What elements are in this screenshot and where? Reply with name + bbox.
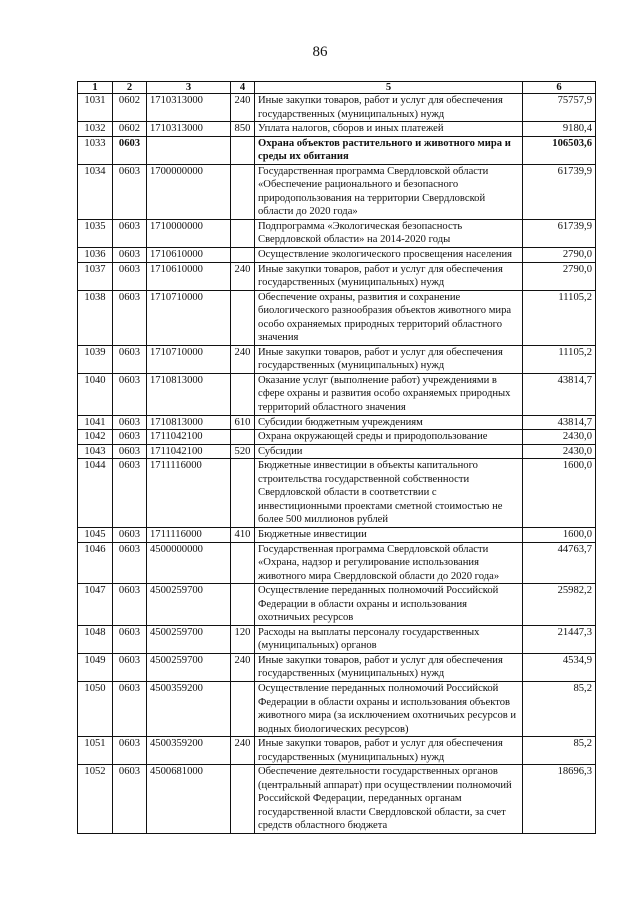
target-article-cell: 1711042100 xyxy=(147,444,231,459)
row-number-cell: 1050 xyxy=(78,681,113,736)
item-name-cell: Обеспечение охраны, развития и сохранение биологического разнообразия объектов животного мира особо охраняемых природных территорий областного значения xyxy=(255,290,523,345)
section-code-cell: 0603 xyxy=(113,248,147,263)
target-article-cell: 4500259700 xyxy=(147,653,231,681)
section-code-cell: 0603 xyxy=(113,262,147,290)
item-name-cell: Охрана окружающей среды и природопользование xyxy=(255,430,523,445)
amount-cell: 43814,7 xyxy=(523,415,596,430)
expense-type-cell: 120 xyxy=(231,625,255,653)
row-number-cell: 1047 xyxy=(78,584,113,626)
target-article-cell: 1710000000 xyxy=(147,219,231,247)
item-name-cell: Субсидии бюджетным учреждениям xyxy=(255,415,523,430)
row-number-cell: 1051 xyxy=(78,737,113,765)
target-article-cell: 1710313000 xyxy=(147,94,231,122)
row-number-cell: 1037 xyxy=(78,262,113,290)
amount-cell: 18696,3 xyxy=(523,765,596,834)
expense-type-cell: 610 xyxy=(231,415,255,430)
expense-type-cell xyxy=(231,290,255,345)
table-row xyxy=(78,681,596,736)
target-article-cell: 1700000000 xyxy=(147,164,231,219)
amount-cell: 85,2 xyxy=(523,681,596,736)
section-code-cell: 0603 xyxy=(113,542,147,584)
expense-type-cell xyxy=(231,248,255,263)
table-row xyxy=(78,290,596,345)
table-row xyxy=(78,373,596,415)
expense-type-cell xyxy=(231,219,255,247)
section-code-cell: 0603 xyxy=(113,345,147,373)
section-code-cell: 0603 xyxy=(113,584,147,626)
target-article-cell: 1710710000 xyxy=(147,345,231,373)
item-name-cell: Уплата налогов, сборов и иных платежей xyxy=(255,122,523,137)
header-col-6: 6 xyxy=(523,82,596,94)
amount-cell: 61739,9 xyxy=(523,219,596,247)
table-row xyxy=(78,345,596,373)
row-number-cell: 1032 xyxy=(78,122,113,137)
amount-cell: 44763,7 xyxy=(523,542,596,584)
target-article-cell: 4500359200 xyxy=(147,681,231,736)
item-name-cell: Осуществление переданных полномочий Российской Федерации в области охраны и использования охотничьих ресурсов xyxy=(255,584,523,626)
row-number-cell: 1042 xyxy=(78,430,113,445)
amount-cell: 2790,0 xyxy=(523,248,596,263)
row-number-cell: 1043 xyxy=(78,444,113,459)
table-row xyxy=(78,765,596,834)
row-number-cell: 1040 xyxy=(78,373,113,415)
amount-cell: 1600,0 xyxy=(523,459,596,528)
target-article-cell: 4500259700 xyxy=(147,625,231,653)
item-name-cell: Оказание услуг (выполнение работ) учреждениями в сфере охраны и развития особо охраняемых природных территорий областного значения xyxy=(255,373,523,415)
target-article-cell: 1711116000 xyxy=(147,459,231,528)
target-article-cell: 4500259700 xyxy=(147,584,231,626)
row-number-cell: 1034 xyxy=(78,164,113,219)
item-name-cell: Осуществление переданных полномочий Российской Федерации в области охраны и использования объектов животного мира (за исключением охотничьих ресурсов и водных биологических ресурсов) xyxy=(255,681,523,736)
row-number-cell: 1038 xyxy=(78,290,113,345)
section-code-cell: 0603 xyxy=(113,290,147,345)
item-name-cell: Субсидии xyxy=(255,444,523,459)
table-row xyxy=(78,584,596,626)
item-name-cell: Иные закупки товаров, работ и услуг для обеспечения государственных (муниципальных) нужд xyxy=(255,737,523,765)
table-row xyxy=(78,527,596,542)
row-number-cell: 1041 xyxy=(78,415,113,430)
section-code-cell: 0603 xyxy=(113,164,147,219)
table-row xyxy=(78,459,596,528)
budget-table xyxy=(77,81,596,834)
table-row xyxy=(78,625,596,653)
amount-cell: 75757,9 xyxy=(523,94,596,122)
expense-type-cell xyxy=(231,542,255,584)
target-article-cell: 1710710000 xyxy=(147,290,231,345)
target-article-cell: 4500359200 xyxy=(147,737,231,765)
item-name-cell: Охрана объектов растительного и животного мира и среды их обитания xyxy=(255,136,523,164)
section-code-cell: 0602 xyxy=(113,94,147,122)
amount-cell: 2430,0 xyxy=(523,430,596,445)
amount-cell: 2790,0 xyxy=(523,262,596,290)
amount-cell: 1600,0 xyxy=(523,527,596,542)
row-number-cell: 1039 xyxy=(78,345,113,373)
section-code-cell: 0603 xyxy=(113,136,147,164)
amount-cell: 11105,2 xyxy=(523,290,596,345)
row-number-cell: 1046 xyxy=(78,542,113,584)
row-number-cell: 1033 xyxy=(78,136,113,164)
table-row xyxy=(78,164,596,219)
target-article-cell: 1710610000 xyxy=(147,248,231,263)
table-row xyxy=(78,262,596,290)
row-number-cell: 1048 xyxy=(78,625,113,653)
item-name-cell: Иные закупки товаров, работ и услуг для обеспечения государственных (муниципальных) нужд xyxy=(255,262,523,290)
expense-type-cell: 520 xyxy=(231,444,255,459)
expense-type-cell: 240 xyxy=(231,737,255,765)
section-code-cell: 0603 xyxy=(113,444,147,459)
amount-cell: 106503,6 xyxy=(523,136,596,164)
target-article-cell: 1711042100 xyxy=(147,430,231,445)
amount-cell: 61739,9 xyxy=(523,164,596,219)
expense-type-cell xyxy=(231,765,255,834)
amount-cell: 25982,2 xyxy=(523,584,596,626)
expense-type-cell xyxy=(231,373,255,415)
expense-type-cell: 240 xyxy=(231,345,255,373)
section-code-cell: 0603 xyxy=(113,430,147,445)
amount-cell: 9180,4 xyxy=(523,122,596,137)
target-article-cell: 1711116000 xyxy=(147,527,231,542)
expense-type-cell: 240 xyxy=(231,653,255,681)
expense-type-cell xyxy=(231,136,255,164)
row-number-cell: 1036 xyxy=(78,248,113,263)
row-number-cell: 1044 xyxy=(78,459,113,528)
target-article-cell: 1710313000 xyxy=(147,122,231,137)
section-code-cell: 0603 xyxy=(113,737,147,765)
row-number-cell: 1045 xyxy=(78,527,113,542)
item-name-cell: Обеспечение деятельности государственных органов (центральный аппарат) при осуществлении полномочий Российской Федерации, переданных органам государственной власти Свердловской области, за счет средств областного бюджета xyxy=(255,765,523,834)
item-name-cell: Расходы на выплаты персоналу государственных (муниципальных) органов xyxy=(255,625,523,653)
table-row xyxy=(78,430,596,445)
amount-cell: 85,2 xyxy=(523,737,596,765)
expense-type-cell xyxy=(231,459,255,528)
item-name-cell: Подпрограмма «Экологическая безопасность Свердловской области» на 2014-2020 годы xyxy=(255,219,523,247)
section-code-cell: 0603 xyxy=(113,373,147,415)
amount-cell: 21447,3 xyxy=(523,625,596,653)
section-code-cell: 0603 xyxy=(113,219,147,247)
item-name-cell: Государственная программа Свердловской области «Обеспечение рационального и безопасного природопользования на территории Свердловской области до 2020 года» xyxy=(255,164,523,219)
section-code-cell: 0603 xyxy=(113,527,147,542)
amount-cell: 4534,9 xyxy=(523,653,596,681)
table-header-row xyxy=(78,82,596,94)
expense-type-cell xyxy=(231,430,255,445)
row-number-cell: 1031 xyxy=(78,94,113,122)
row-number-cell: 1052 xyxy=(78,765,113,834)
expense-type-cell xyxy=(231,164,255,219)
table-row xyxy=(78,122,596,137)
section-code-cell: 0603 xyxy=(113,415,147,430)
section-code-cell: 0603 xyxy=(113,625,147,653)
table-row xyxy=(78,653,596,681)
target-article-cell: 1710813000 xyxy=(147,373,231,415)
page-number: 86 xyxy=(312,44,328,60)
item-name-cell: Государственная программа Свердловской области «Охрана, надзор и регулирование использования животного мира Свердловской области до 2020 года» xyxy=(255,542,523,584)
section-code-cell: 0603 xyxy=(113,765,147,834)
target-article-cell: 1710610000 xyxy=(147,262,231,290)
row-number-cell: 1049 xyxy=(78,653,113,681)
item-name-cell: Бюджетные инвестиции в объекты капитального строительства государственной собственности Свердловской области в соответствии с инвестиционными проектами сметной стоимостью не более 500 миллионов рублей xyxy=(255,459,523,528)
item-name-cell: Иные закупки товаров, работ и услуг для обеспечения государственных (муниципальных) нужд xyxy=(255,94,523,122)
section-code-cell: 0603 xyxy=(113,681,147,736)
target-article-cell: 4500681000 xyxy=(147,765,231,834)
target-article-cell: 1710813000 xyxy=(147,415,231,430)
table-body xyxy=(78,94,596,834)
table-row xyxy=(78,94,596,122)
section-code-cell: 0602 xyxy=(113,122,147,137)
expense-type-cell xyxy=(231,584,255,626)
table-row xyxy=(78,737,596,765)
table-row xyxy=(78,415,596,430)
expense-type-cell: 240 xyxy=(231,262,255,290)
expense-type-cell xyxy=(231,681,255,736)
table-row xyxy=(78,444,596,459)
item-name-cell: Иные закупки товаров, работ и услуг для обеспечения государственных (муниципальных) нужд xyxy=(255,345,523,373)
amount-cell: 2430,0 xyxy=(523,444,596,459)
target-article-cell: 4500000000 xyxy=(147,542,231,584)
section-code-cell: 0603 xyxy=(113,459,147,528)
header-col-3: 3 xyxy=(147,82,231,94)
amount-cell: 11105,2 xyxy=(523,345,596,373)
amount-cell: 43814,7 xyxy=(523,373,596,415)
table-row xyxy=(78,248,596,263)
expense-type-cell: 240 xyxy=(231,94,255,122)
expense-type-cell: 850 xyxy=(231,122,255,137)
table-row xyxy=(78,136,596,164)
table-row xyxy=(78,542,596,584)
header-col-1: 1 xyxy=(78,82,113,94)
header-col-5: 5 xyxy=(255,82,523,94)
section-code-cell: 0603 xyxy=(113,653,147,681)
header-col-4: 4 xyxy=(231,82,255,94)
expense-type-cell: 410 xyxy=(231,527,255,542)
target-article-cell xyxy=(147,136,231,164)
table-row xyxy=(78,219,596,247)
header-col-2: 2 xyxy=(113,82,147,94)
item-name-cell: Осуществление экологического просвещения населения xyxy=(255,248,523,263)
item-name-cell: Бюджетные инвестиции xyxy=(255,527,523,542)
row-number-cell: 1035 xyxy=(78,219,113,247)
item-name-cell: Иные закупки товаров, работ и услуг для обеспечения государственных (муниципальных) нужд xyxy=(255,653,523,681)
